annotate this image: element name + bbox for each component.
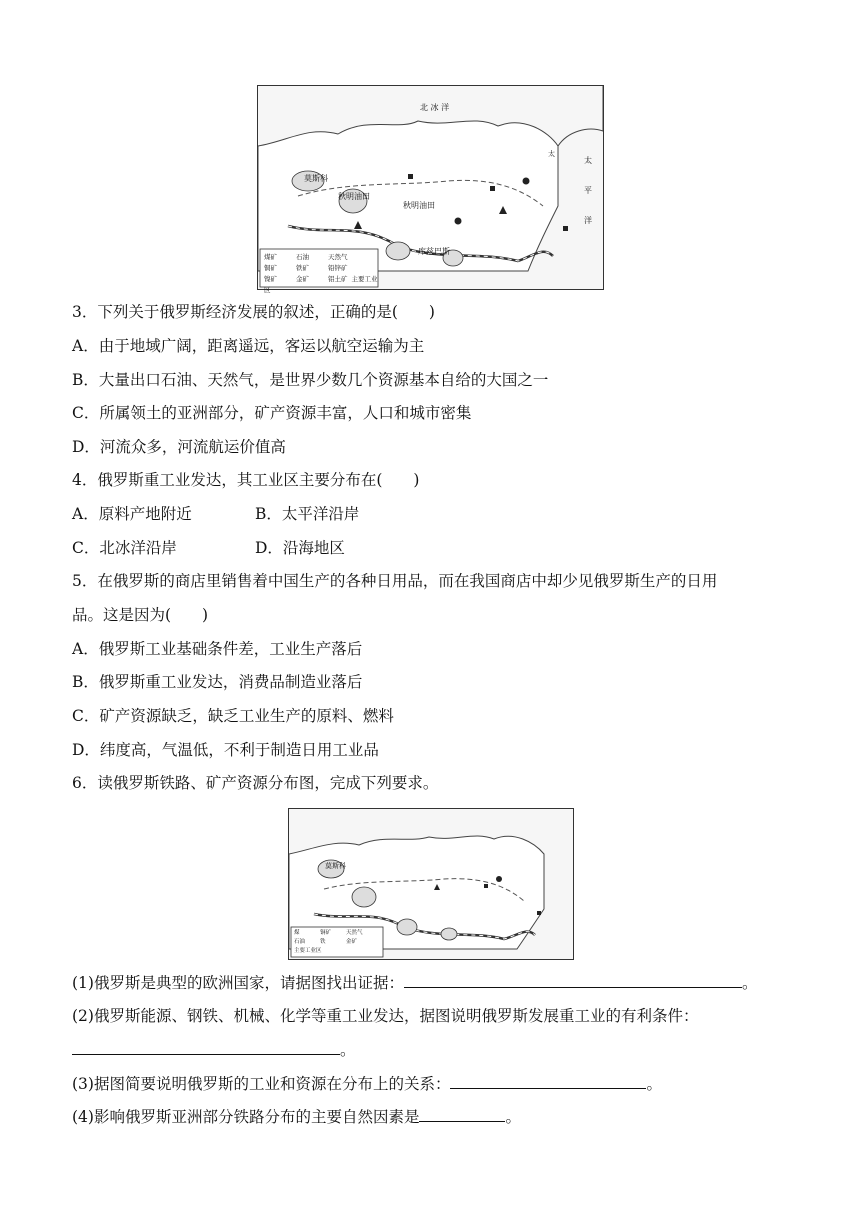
legend-copper: 铜矿	[264, 264, 277, 272]
map1-tyumen-label: 秋明油田	[403, 201, 435, 210]
q4-option-b[interactable]: B．太平洋沿岸	[255, 505, 360, 523]
q4-stem: 4．俄罗斯重工业发达，其工业区主要分布在( )	[72, 471, 420, 489]
q6-part-4-text: (4)影响俄罗斯亚洲部分铁路分布的主要自然因素是	[72, 1108, 420, 1126]
map1-pacific-text: 太 平 洋	[584, 156, 592, 225]
legend-gas: 天然气	[328, 253, 348, 261]
q5-option-a[interactable]: A．俄罗斯工业基础条件差，工业生产落后	[72, 640, 363, 658]
q6-part-1-end: 。	[741, 974, 758, 992]
q6-part-4	[72, 1107, 521, 1127]
q6-part-2-end: 。	[340, 1041, 356, 1059]
q5-option-d[interactable]: D．纬度高，气温低，不利于制造日用工业品	[72, 741, 379, 759]
q6-part-3	[72, 1074, 662, 1094]
map1-pacific-label: 太	[548, 150, 555, 158]
legend2-oil: 石油	[294, 939, 306, 945]
q5-option-b[interactable]: B．俄罗斯重工业发达，消费品制造业落后	[72, 673, 363, 691]
legend-leadzinc: 铅锌矿	[328, 264, 348, 272]
legend2-coal: 煤	[294, 930, 300, 936]
q5-stem-line-1: 5．在俄罗斯的商店里销售着中国生产的各种日用品，而在我国商店中却少见俄罗斯生产的日用	[72, 572, 718, 590]
legend2-industry: 主要工业区	[294, 948, 322, 954]
map1-oilgas-label: 秋明油田	[338, 192, 370, 201]
legend2-copper: 铜矿	[320, 930, 332, 936]
q6-part-2-answer-blank[interactable]	[72, 1040, 340, 1055]
q6-part-2-text: (2)俄罗斯能源、钢铁、机械、化学等重工业发达，据图说明俄罗斯发展重工业的有利条件：	[72, 1007, 699, 1025]
q4-option-row-2	[72, 538, 345, 558]
q4-option-row-1	[72, 504, 360, 524]
q6-part-1	[72, 973, 757, 993]
q6-part-3-answer-blank[interactable]	[450, 1074, 646, 1089]
legend2-gas: 天然气	[346, 930, 363, 936]
q6-part-3-end: 。	[646, 1075, 662, 1093]
q3-option-d[interactable]: D．河流众多，河流航运价值高	[72, 438, 286, 456]
q4-option-a[interactable]: A．原料产地附近	[72, 505, 192, 523]
q5-option-c[interactable]: C．矿产资源缺乏，缺乏工业生产的原料、燃料	[72, 707, 394, 725]
legend-iron: 铁矿	[296, 264, 309, 272]
q6-part-4-end: 。	[505, 1108, 521, 1126]
q6-part-1-answer-blank[interactable]	[404, 973, 742, 988]
q3-stem: 3．下列关于俄罗斯经济发展的叙述，正确的是( )	[72, 303, 435, 321]
map1-arctic-text: 北 冰 洋	[420, 103, 450, 112]
q6-part-1-text: (1)俄罗斯是典型的欧洲国家，请据图找出证据：	[72, 974, 404, 992]
map2-moscow-label: 莫斯科	[325, 862, 346, 870]
q3-option-b[interactable]: B．大量出口石油、天然气，是世界少数几个资源基本自给的大国之一	[72, 371, 549, 389]
map1-kuzbass-label: 库兹巴斯	[418, 247, 450, 256]
map2-legend	[294, 929, 384, 956]
legend-bauxite: 铝土矿	[328, 275, 348, 283]
q3-option-a[interactable]: A．由于地域广阔，距离遥远，客运以航空运输为主	[72, 337, 425, 355]
legend-gold: 金矿	[296, 275, 309, 283]
legend-industry: 主要工业区	[264, 275, 378, 294]
legend-nickel: 镍矿	[264, 275, 277, 283]
q4-option-c[interactable]: C．北冰洋沿岸	[72, 539, 177, 557]
russia-resource-map-2	[288, 808, 574, 960]
map1-moscow-label: 莫斯科	[304, 174, 328, 183]
legend2-gold: 金矿	[346, 939, 358, 945]
legend-coal: 煤矿	[264, 253, 277, 261]
q3-option-c[interactable]: C．所属领土的亚洲部分，矿产资源丰富，人口和城市密集	[72, 404, 472, 422]
q6-part-4-answer-blank[interactable]	[419, 1107, 505, 1122]
russia-resource-map-1	[257, 85, 604, 294]
legend2-iron: 铁	[320, 939, 326, 945]
q5-stem-line-2: 品。这是因为( )	[72, 606, 209, 624]
legend-oil: 石油	[296, 253, 309, 261]
q6-stem: 6．读俄罗斯铁路、矿产资源分布图，完成下列要求。	[72, 774, 439, 792]
map1-legend	[264, 252, 378, 296]
q6-part-2-answer	[72, 1040, 356, 1060]
q6-part-3-text: (3)据图简要说明俄罗斯的工业和资源在分布上的关系：	[72, 1075, 451, 1093]
q4-option-d[interactable]: D．沿海地区	[255, 539, 345, 557]
